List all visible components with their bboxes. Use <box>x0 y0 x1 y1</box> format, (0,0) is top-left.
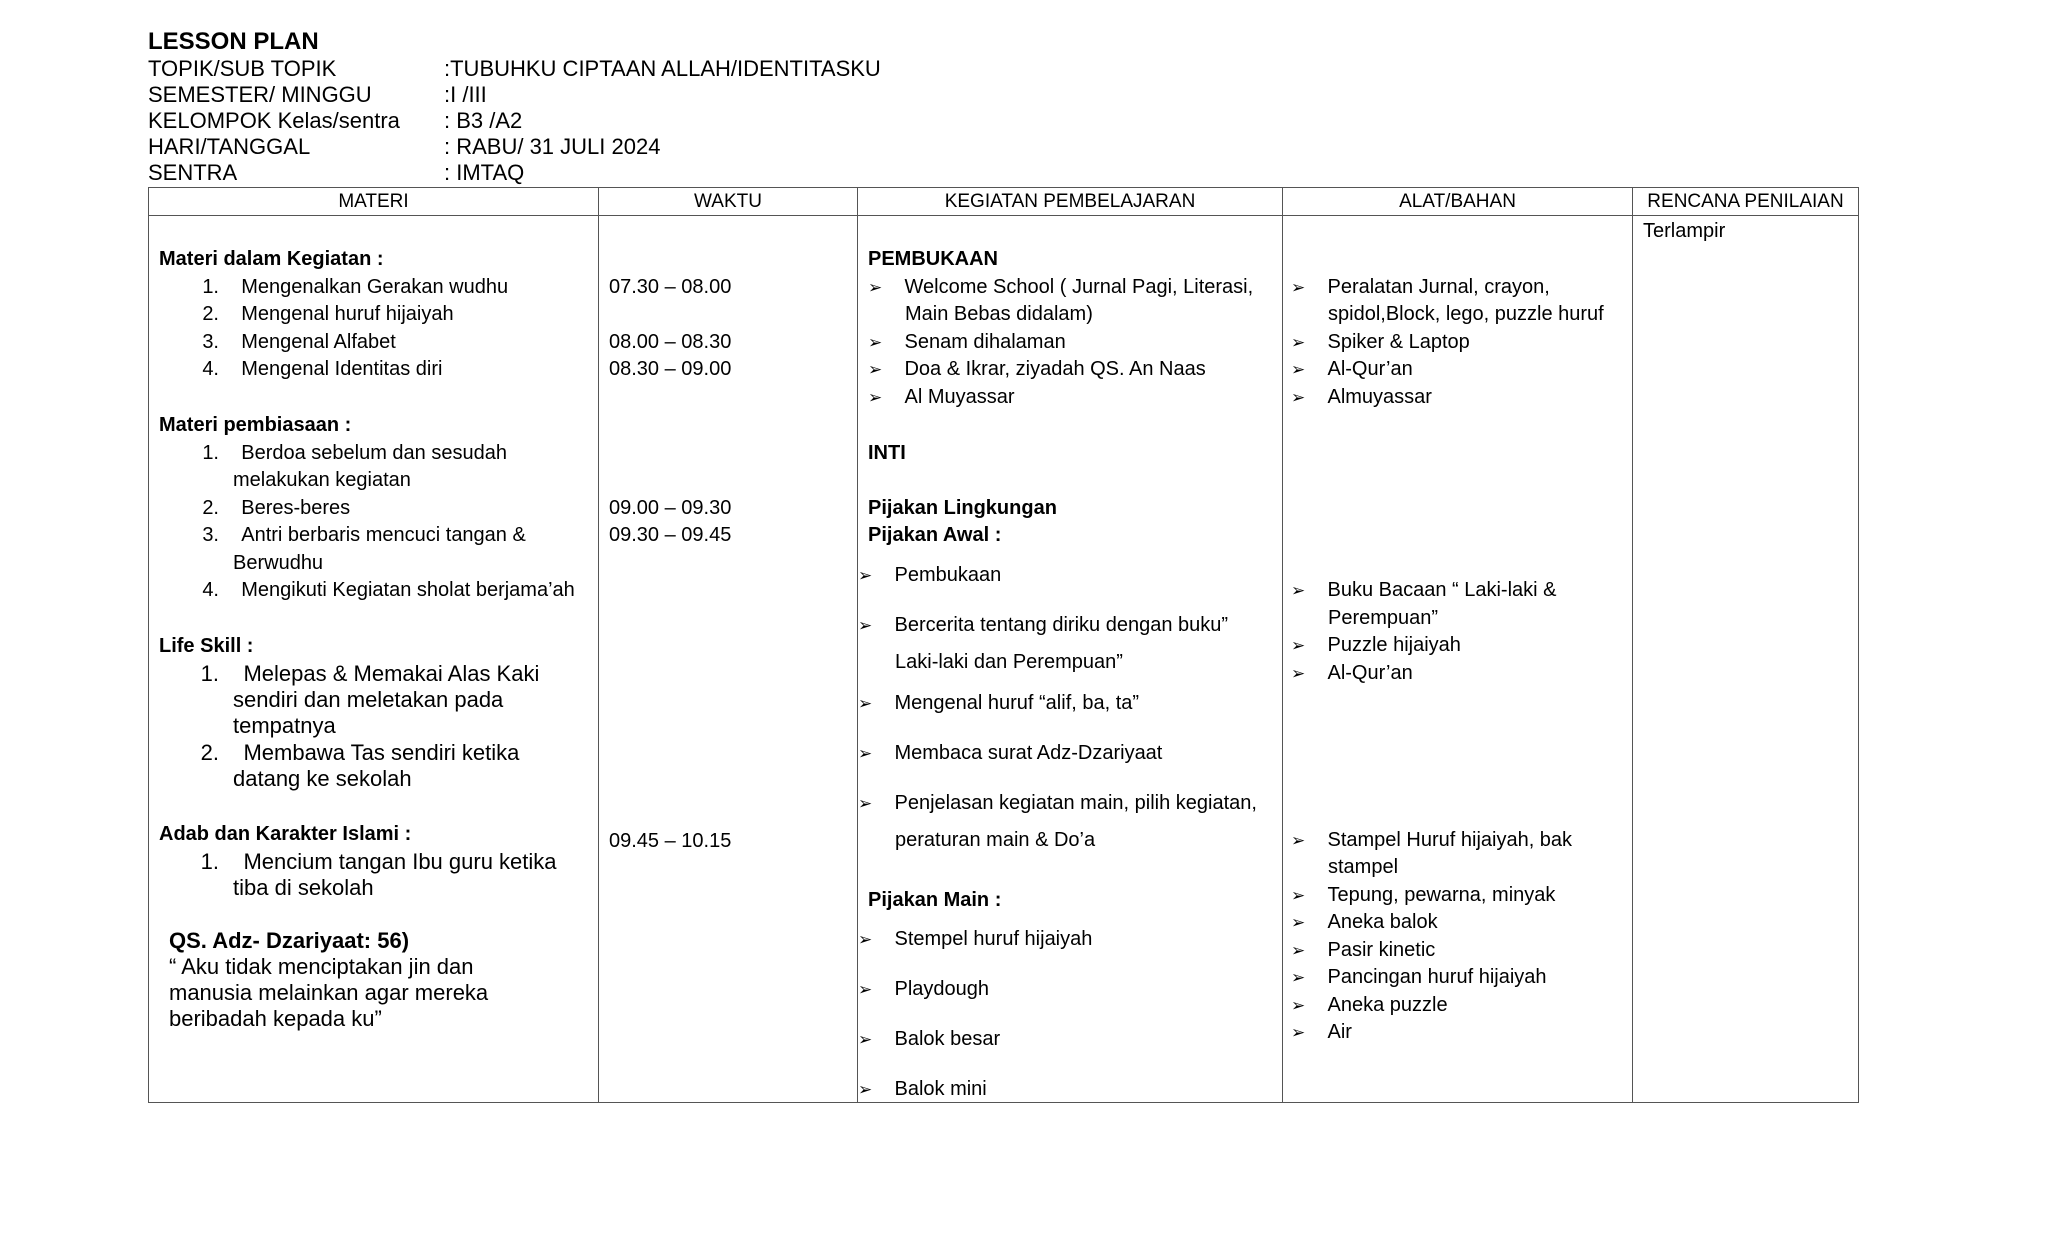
list-item <box>1291 274 1550 301</box>
arrowhead-bullet-icon: ➢ <box>858 744 873 763</box>
list-item-number: 2. <box>202 497 219 519</box>
list-item-text: Air <box>1327 1021 1352 1043</box>
arrowhead-bullet-icon: ➢ <box>1291 913 1306 932</box>
heading-pijakan-awal: Pijakan Awal : <box>868 524 1002 546</box>
arrowhead-bullet-icon: ➢ <box>858 694 873 713</box>
meta-row-semester <box>148 82 881 108</box>
meta-label: KELOMPOK Kelas/sentra <box>148 108 400 133</box>
list-item-text: Mengenal Alfabet <box>241 331 396 353</box>
arrowhead-bullet-icon: ➢ <box>858 980 873 999</box>
list-item <box>858 612 1228 639</box>
time-slot: 08.30 – 09.00 <box>609 358 732 380</box>
list-item-text: Membaca surat Adz-Dzariyaat <box>894 742 1163 764</box>
list-item-text: Al-Qur’an <box>1327 662 1413 684</box>
list-item <box>1291 329 1470 356</box>
list-item <box>858 976 989 1003</box>
list-item-text: Melepas & Memakai Alas Kaki <box>243 661 540 686</box>
time-slot: 09.45 – 10.15 <box>609 830 732 852</box>
heading-pijakan-lingkungan: Pijakan Lingkungan <box>868 497 1057 519</box>
arrowhead-bullet-icon: ➢ <box>1291 581 1306 600</box>
list-item <box>1291 632 1461 659</box>
list-item <box>1291 356 1413 383</box>
meta-value: :TUBUHKU CIPTAAN ALLAH/IDENTITASKU <box>444 56 881 81</box>
arrowhead-bullet-icon: ➢ <box>1291 1023 1306 1042</box>
list-item-text: Aneka puzzle <box>1327 994 1448 1016</box>
meta-value: : RABU/ 31 JULI 2024 <box>444 134 661 159</box>
arrowhead-bullet-icon: ➢ <box>1291 360 1306 379</box>
list-item: 3. Mengenal Alfabet <box>202 331 396 353</box>
cell-kegiatan <box>858 216 1283 1103</box>
list-item-text: Mengenal Identitas diri <box>241 358 443 380</box>
arrowhead-bullet-icon: ➢ <box>1291 333 1306 352</box>
verse-title: QS. Adz- Dzariyaat: 56) <box>169 928 410 953</box>
list-item: 2. Mengenal huruf hijaiyah <box>202 303 454 325</box>
list-item-text: Mengenalkan Gerakan wudhu <box>241 276 509 298</box>
heading-inti: INTI <box>868 442 906 464</box>
list-item-continuation: melakukan kegiatan <box>233 469 411 491</box>
list-item <box>189 577 575 604</box>
cell-rencana-penilaian <box>1633 216 1859 1103</box>
list-item-continuation: datang ke sekolah <box>233 766 412 791</box>
list-item-number: 3. <box>202 524 219 546</box>
list-item-text: Spiker & Laptop <box>1327 331 1470 353</box>
cell-materi <box>149 216 599 1103</box>
col-header-penilaian: RENCANA PENILAIAN <box>1633 188 1859 216</box>
list-item <box>1291 937 1435 964</box>
list-item-text: Puzzle hijaiyah <box>1327 634 1461 656</box>
list-item-text: Balok mini <box>894 1078 987 1100</box>
list-item-text: Beres-beres <box>241 497 351 519</box>
list-item-text: Buku Bacaan “ Laki-laki & <box>1327 579 1557 601</box>
arrowhead-bullet-icon: ➢ <box>1291 831 1306 850</box>
heading-materi-pembiasaan: Materi pembiasaan : <box>159 414 352 436</box>
list-item <box>189 740 519 766</box>
col-header-alat: ALAT/BAHAN <box>1283 188 1633 216</box>
list-item-text: Membawa Tas sendiri ketika <box>243 740 520 765</box>
list-item-text: Senam dihalaman <box>904 331 1066 353</box>
list-item-text: Balok besar <box>894 1028 1001 1050</box>
cell-alat-bahan <box>1283 216 1633 1103</box>
list-item-continuation: stampel <box>1328 856 1399 878</box>
list-item-continuation: sendiri dan meletakan pada <box>233 687 504 712</box>
list-item-text: Pembukaan <box>894 564 1002 586</box>
doc-title: LESSON PLAN <box>148 28 319 55</box>
list-item-number: 1. <box>200 661 219 686</box>
arrowhead-bullet-icon: ➢ <box>868 278 883 297</box>
list-item-text: Playdough <box>894 978 990 1000</box>
list-item-continuation: Perempuan” <box>1328 607 1439 629</box>
arrowhead-bullet-icon: ➢ <box>1291 941 1306 960</box>
list-item-text: Aneka balok <box>1327 911 1438 933</box>
col-header-waktu: WAKTU <box>599 188 858 216</box>
list-item <box>189 849 557 875</box>
list-item-text: Mengenal huruf “alif, ba, ta” <box>894 692 1140 714</box>
meta-row-tanggal <box>148 134 881 160</box>
arrowhead-bullet-icon: ➢ <box>868 360 883 379</box>
penilaian-text: Terlampir <box>1643 220 1726 242</box>
time-slot: 08.00 – 08.30 <box>609 331 732 353</box>
meta-label: HARI/TANGGAL <box>148 134 311 159</box>
list-item <box>858 1076 987 1103</box>
list-item-text: Mengenal huruf hijaiyah <box>241 303 454 325</box>
arrowhead-bullet-icon: ➢ <box>868 388 883 407</box>
list-item <box>858 790 1257 817</box>
heading-life-skill: Life Skill : <box>159 635 254 657</box>
verse-line: beribadah kepada ku” <box>169 1006 382 1031</box>
list-item-text: Almuyassar <box>1327 386 1432 408</box>
list-item <box>1291 1019 1352 1046</box>
list-item: 4. Mengenal Identitas diri <box>202 358 443 380</box>
meta-value: :I /III <box>444 82 487 107</box>
list-item <box>189 440 507 467</box>
list-item-text: Tepung, pewarna, minyak <box>1327 884 1556 906</box>
arrowhead-bullet-icon: ➢ <box>1291 636 1306 655</box>
list-item <box>1291 660 1413 687</box>
list-item <box>858 690 1139 717</box>
list-item-text: Welcome School ( Jurnal Pagi, Literasi, <box>904 276 1254 298</box>
list-item-number: 4. <box>202 579 219 601</box>
heading-materi-kegiatan: Materi dalam Kegiatan : <box>159 248 384 270</box>
list-item <box>189 661 539 687</box>
list-item-text: Berdoa sebelum dan sesudah <box>241 442 507 464</box>
time-slot: 09.00 – 09.30 <box>609 497 732 519</box>
meta-row-kelompok <box>148 108 881 134</box>
list-item-continuation: Laki-laki dan Perempuan” <box>895 651 1123 673</box>
list-item <box>868 356 1206 383</box>
table-row <box>149 216 1859 1103</box>
verse-line: manusia melainkan agar mereka <box>169 980 489 1005</box>
arrowhead-bullet-icon: ➢ <box>858 1080 873 1099</box>
list-item-text: Pasir kinetic <box>1327 939 1436 961</box>
arrowhead-bullet-icon: ➢ <box>868 333 883 352</box>
verse-line: “ Aku tidak menciptakan jin dan <box>169 954 474 979</box>
list-item-continuation: peraturan main & Do’a <box>895 829 1096 851</box>
list-item-continuation: spidol,Block, lego, puzzle huruf <box>1328 303 1604 325</box>
list-item <box>1291 909 1438 936</box>
table-header-row <box>149 188 1859 216</box>
meta-label: TOPIK/SUB TOPIK <box>148 56 337 81</box>
list-item-text: Mengikuti Kegiatan sholat berjama’ah <box>241 579 575 601</box>
meta-value: : B3 /A2 <box>444 108 523 133</box>
list-item-number: 1. <box>200 849 219 874</box>
meta-row-sentra <box>148 160 881 186</box>
arrowhead-bullet-icon: ➢ <box>1291 664 1306 683</box>
meta-value: : IMTAQ <box>444 160 525 185</box>
list-item-number: 1. <box>202 442 219 464</box>
list-item-text: Bercerita tentang diriku dengan buku” <box>894 614 1229 636</box>
list-item <box>858 562 1001 589</box>
list-item <box>858 926 1092 953</box>
arrowhead-bullet-icon: ➢ <box>1291 968 1306 987</box>
list-item <box>868 329 1066 356</box>
heading-pijakan-main: Pijakan Main : <box>868 889 1002 911</box>
lesson-plan-table <box>148 187 1859 1103</box>
list-item <box>868 274 1253 301</box>
document-header <box>148 28 881 186</box>
list-item <box>1291 992 1448 1019</box>
heading-pembukaan: PEMBUKAAN <box>868 248 998 270</box>
time-slot: 07.30 – 08.00 <box>609 276 732 298</box>
list-item: 1. Mengenalkan Gerakan wudhu <box>202 276 509 298</box>
arrowhead-bullet-icon: ➢ <box>858 566 873 585</box>
list-item-text: Stampel Huruf hijaiyah, bak <box>1327 829 1573 851</box>
arrowhead-bullet-icon: ➢ <box>1291 886 1306 905</box>
list-item <box>1291 964 1547 991</box>
arrowhead-bullet-icon: ➢ <box>1291 388 1306 407</box>
list-item-text: Mencium tangan Ibu guru ketika <box>243 849 557 874</box>
list-item <box>868 384 1015 411</box>
list-item-number: 2. <box>200 740 219 765</box>
arrowhead-bullet-icon: ➢ <box>1291 996 1306 1015</box>
list-item <box>189 522 526 549</box>
arrowhead-bullet-icon: ➢ <box>858 930 873 949</box>
cell-waktu <box>599 216 858 1103</box>
list-item <box>1291 827 1572 854</box>
list-item-continuation: Main Bebas didalam) <box>905 303 1093 325</box>
list-item <box>1291 577 1557 604</box>
list-item <box>858 740 1162 767</box>
list-item-text: Peralatan Jurnal, crayon, <box>1327 276 1550 298</box>
arrowhead-bullet-icon: ➢ <box>858 794 873 813</box>
list-item-text: Al-Qur’an <box>1327 358 1413 380</box>
arrowhead-bullet-icon: ➢ <box>858 616 873 635</box>
list-item-text: Stempel huruf hijaiyah <box>894 928 1093 950</box>
list-item-continuation: tiba di sekolah <box>233 875 374 900</box>
list-item <box>858 1026 1000 1053</box>
arrowhead-bullet-icon: ➢ <box>858 1030 873 1049</box>
list-item-text: Penjelasan kegiatan main, pilih kegiatan, <box>894 792 1257 814</box>
time-slot: 09.30 – 09.45 <box>609 524 732 546</box>
list-item-text: Antri berbaris mencuci tangan & <box>241 524 526 546</box>
list-item-continuation: Berwudhu <box>233 552 324 574</box>
list-item-text: Al Muyassar <box>904 386 1015 408</box>
meta-label: SENTRA <box>148 160 238 185</box>
list-item-continuation: tempatnya <box>233 713 336 738</box>
meta-row-topik <box>148 56 881 82</box>
heading-adab: Adab dan Karakter Islami : <box>159 823 412 845</box>
col-header-kegiatan: KEGIATAN PEMBELAJARAN <box>858 188 1283 216</box>
list-item <box>189 495 350 522</box>
list-item <box>1291 384 1432 411</box>
meta-label: SEMESTER/ MINGGU <box>148 82 372 107</box>
col-header-materi: MATERI <box>149 188 599 216</box>
list-item <box>1291 882 1555 909</box>
list-item-text: Doa & Ikrar, ziyadah QS. An Naas <box>904 358 1206 380</box>
list-item-text: Pancingan huruf hijaiyah <box>1327 966 1547 988</box>
arrowhead-bullet-icon: ➢ <box>1291 278 1306 297</box>
